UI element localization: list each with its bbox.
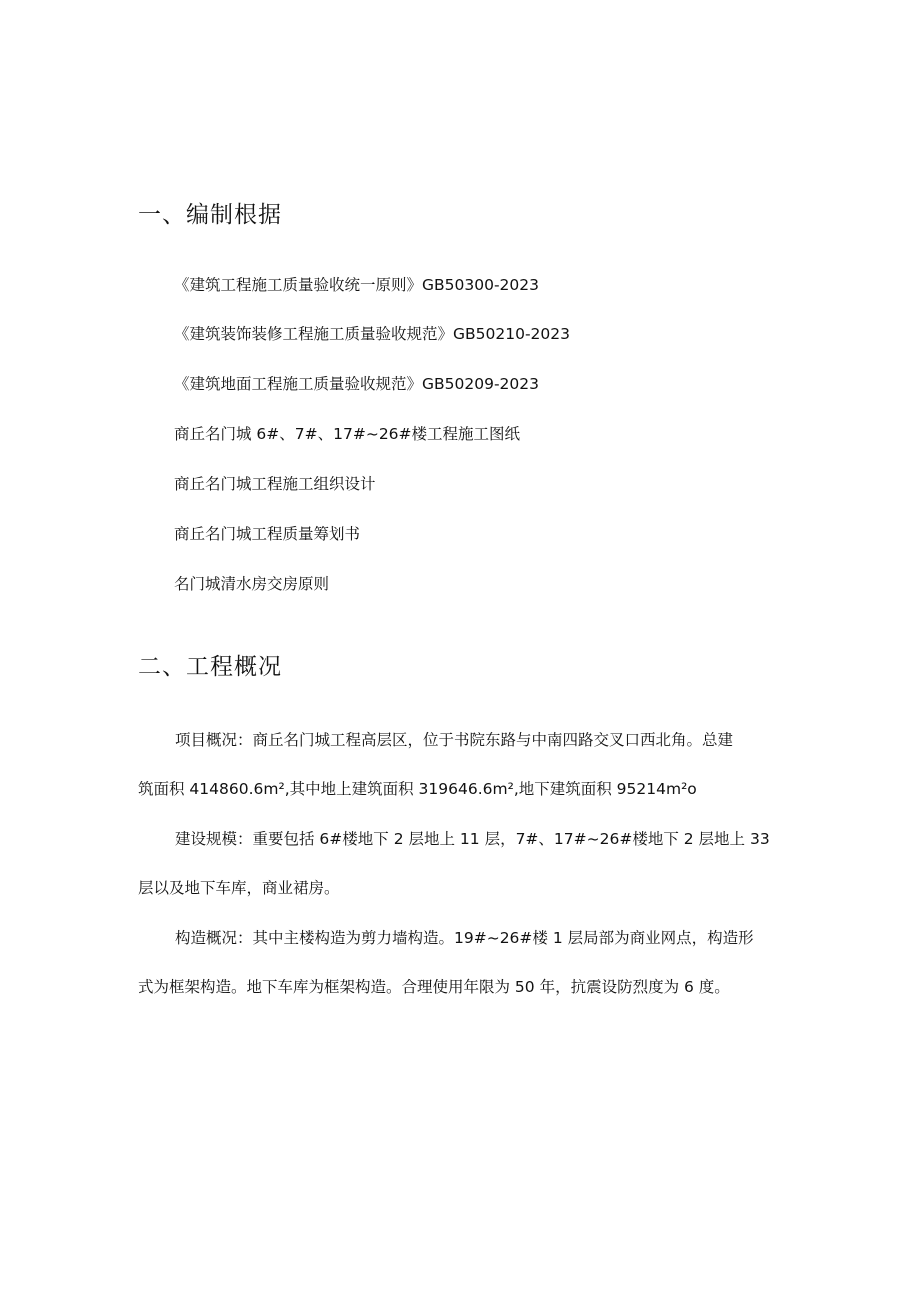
reference-item: 商丘名门城 6#、7#、17#~26#楼工程施工图纸 <box>174 425 521 443</box>
section-heading-basis: 一、编制根据 <box>138 202 282 228</box>
reference-item: 《建筑工程施工质量验收统一原则》GB50300-2023 <box>174 276 539 294</box>
paragraph-project-overview-line2: 筑面积 414860.6m²,其中地上建筑面积 319646.6m²,地下建筑面积 95214m²o <box>138 780 697 798</box>
reference-item: 《建筑地面工程施工质量验收规范》GB50209-2023 <box>174 375 539 393</box>
paragraph-project-overview-line1: 项目概况：商丘名门城工程高层区，位于书院东路与中南四路交叉口西北角。总建 <box>175 731 734 749</box>
reference-item: 名门城清水房交房原则 <box>174 575 330 593</box>
reference-item: 商丘名门城工程施工组织设计 <box>174 475 376 493</box>
paragraph-structure-line1: 构造概况：其中主楼构造为剪力墙构造。19#~26#楼 1 层局部为商业网点，构造形 <box>175 929 754 947</box>
reference-item: 《建筑装饰装修工程施工质量验收规范》GB50210-2023 <box>174 325 570 343</box>
paragraph-scale-line1: 建设规模：重要包括 6#楼地下 2 层地上 11 层，7#、17#~26#楼地下 2 层地上 33 <box>175 830 770 848</box>
paragraph-scale-line2: 层以及地下车库，商业裙房。 <box>138 879 340 897</box>
reference-item: 商丘名门城工程质量筹划书 <box>174 525 361 543</box>
paragraph-structure-line2: 式为框架构造。地下车库为框架构造。合理使用年限为 50 年，抗震设防烈度为 6 度。 <box>138 978 730 996</box>
section-heading-overview: 二、工程概况 <box>138 654 282 680</box>
